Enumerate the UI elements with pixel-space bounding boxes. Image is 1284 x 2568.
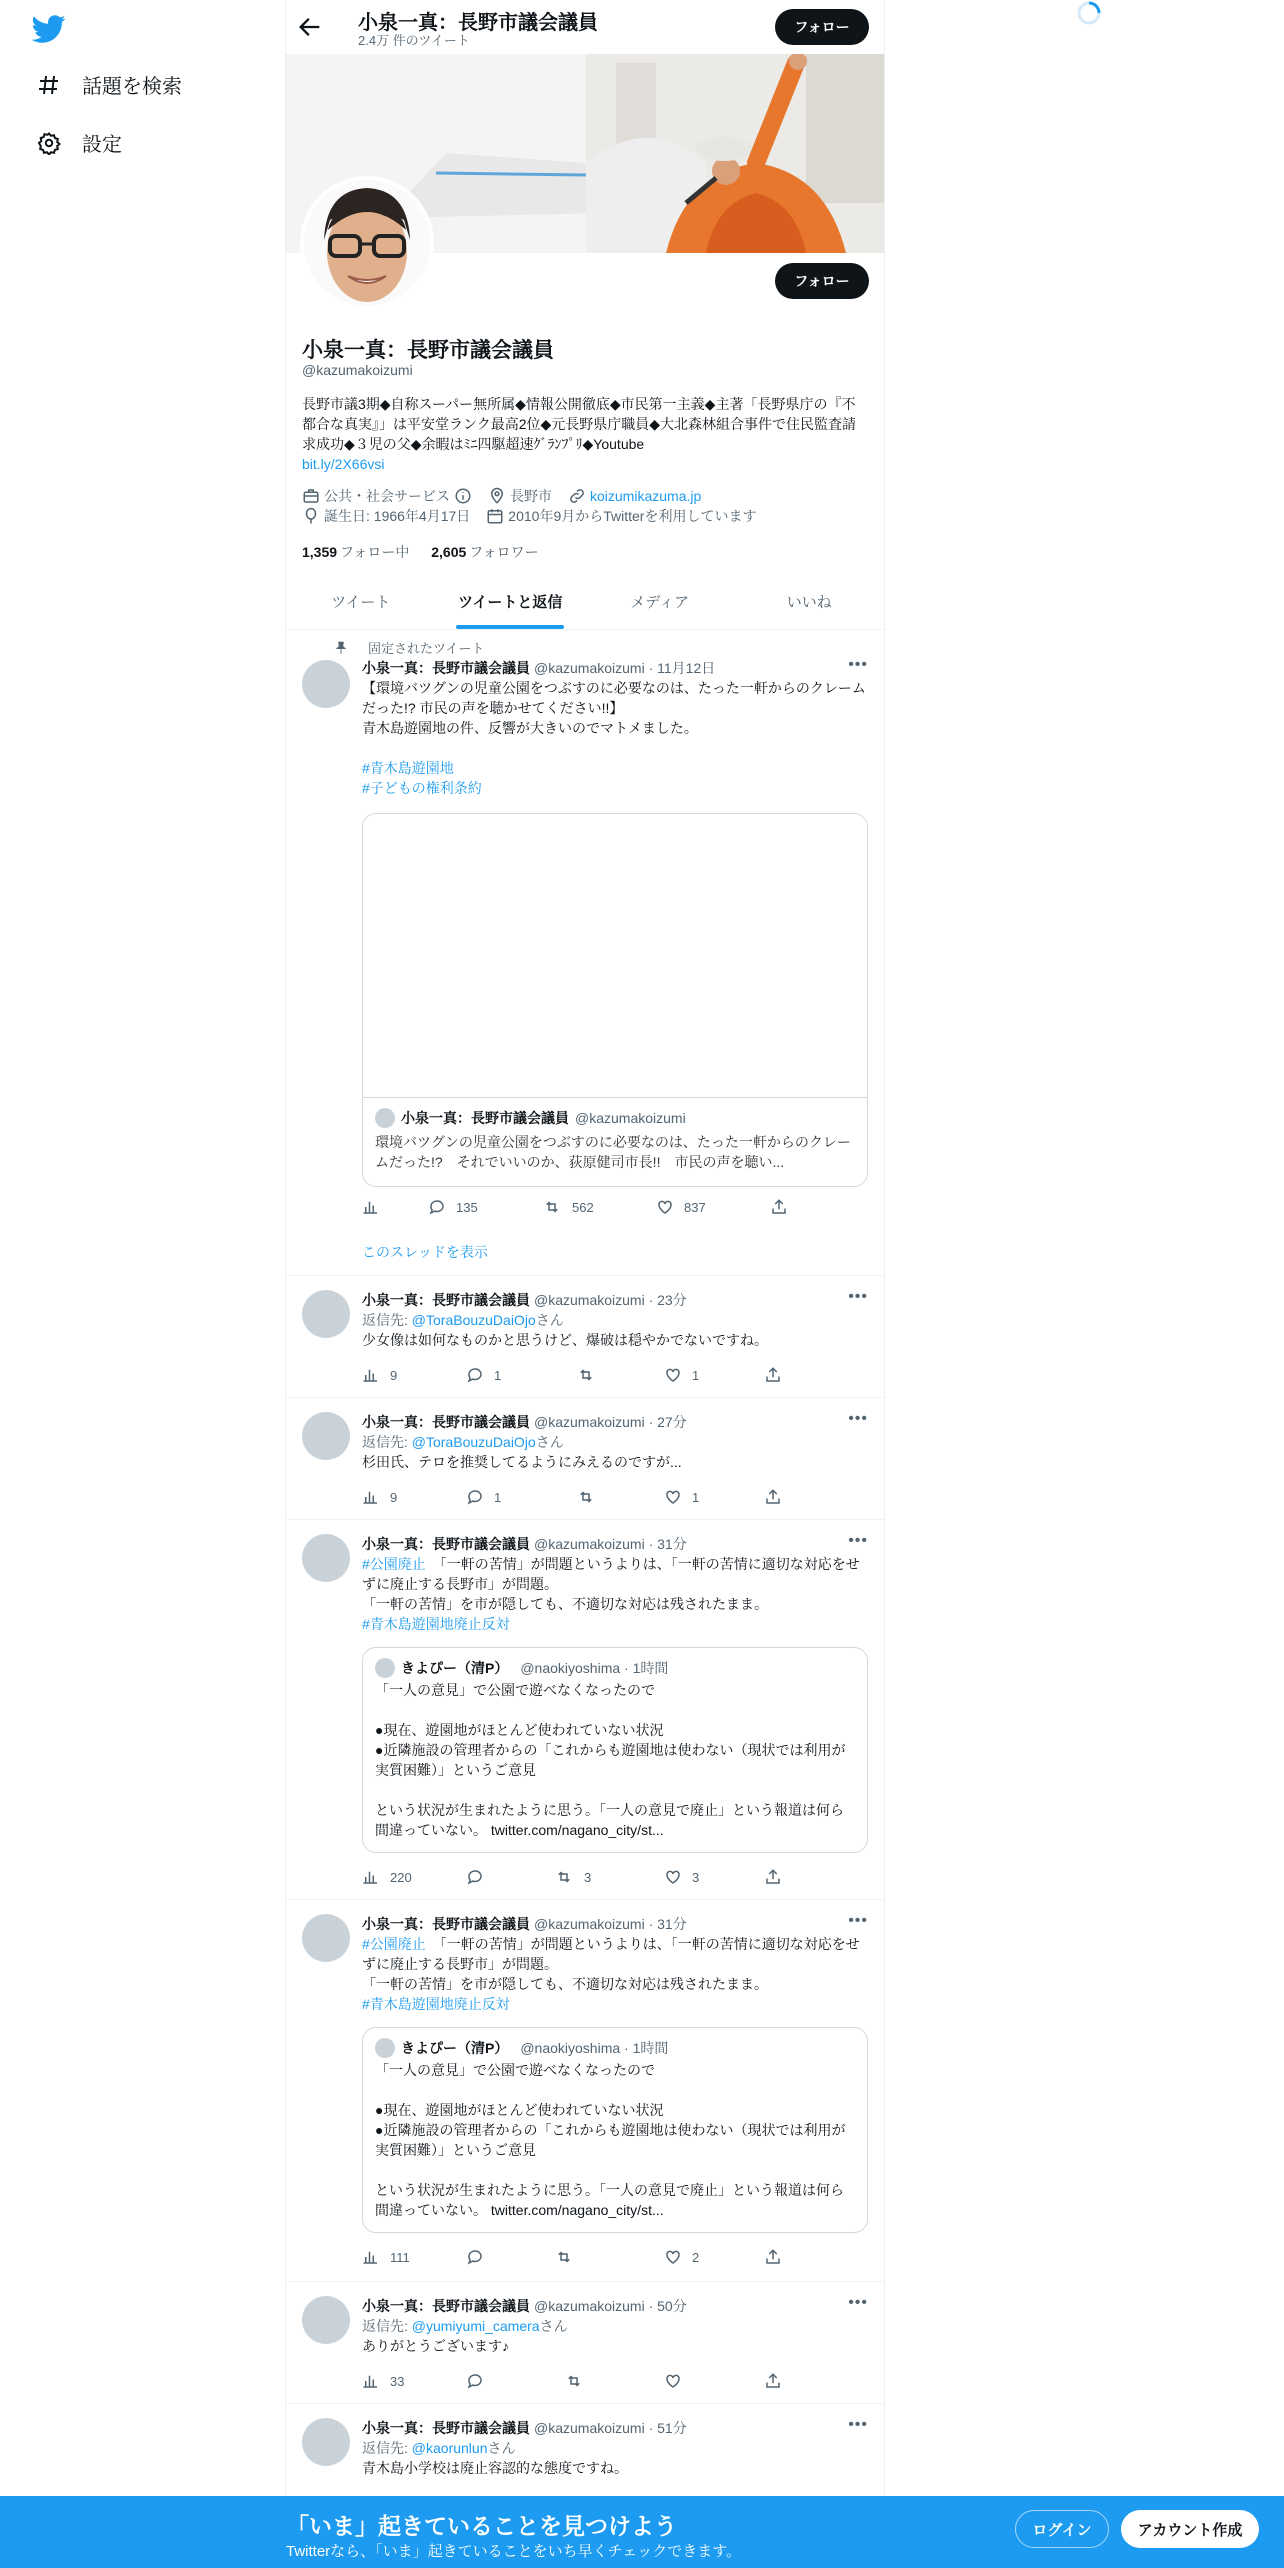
location-pin-icon bbox=[488, 487, 506, 505]
signup-banner-title: 「いま」起きていることを見つけよう bbox=[286, 2513, 677, 2539]
profile-joined bbox=[486, 506, 756, 526]
author-name[interactable]: 小泉一真：長野市議会議員 bbox=[362, 2420, 530, 2436]
following-label: フォロー中 bbox=[340, 544, 410, 560]
quote-text: ●近隣施設の管理者からの「これからも遊園地は使わない（現状では利用が実質困難）」というご意見 bbox=[375, 1742, 846, 1778]
retweet-action[interactable] bbox=[542, 1198, 656, 1216]
gear-icon bbox=[36, 130, 62, 156]
share-action[interactable] bbox=[764, 2372, 782, 2390]
analytics-icon bbox=[362, 1488, 380, 1506]
profile-category-label: 公共・社会サービス bbox=[324, 488, 450, 504]
followers-count: 2,605 bbox=[431, 544, 467, 560]
quote-author: きよぴー（清P） bbox=[401, 1660, 509, 1676]
retweet-count: 3 bbox=[584, 1869, 592, 1885]
balloon-icon bbox=[302, 507, 320, 525]
profile-location bbox=[488, 486, 552, 506]
tweet-reply[interactable] bbox=[286, 1398, 884, 1520]
quote-text: 「一人の意見」で公園で遊べなくなったので bbox=[375, 2062, 655, 2078]
reply-to-link[interactable]: @ToraBouzuDaiOjo bbox=[411, 1434, 536, 1450]
views-action[interactable] bbox=[362, 2372, 466, 2390]
tab-tweets[interactable]: ツイート bbox=[331, 594, 391, 611]
quote-avatar bbox=[375, 1108, 395, 1128]
reply-count: 1 bbox=[494, 1489, 502, 1505]
tweet-body bbox=[362, 2296, 868, 2356]
tweet-actions bbox=[362, 1198, 802, 1216]
heart-icon bbox=[664, 2248, 682, 2266]
avatar[interactable] bbox=[302, 1914, 350, 1962]
retweet-action[interactable] bbox=[576, 1366, 664, 1384]
like-action[interactable] bbox=[664, 2372, 764, 2390]
avatar[interactable] bbox=[302, 660, 350, 708]
avatar[interactable] bbox=[302, 1534, 350, 1582]
heart-icon bbox=[656, 1198, 674, 1216]
tab-media[interactable]: メディア bbox=[630, 594, 690, 611]
reply-icon bbox=[428, 1198, 446, 1216]
tweet-text: 「一軒の苦情」が問題というよりは、「一軒の苦情に適切な対応をせずに廃止する長野市」が問題。 bbox=[362, 1556, 860, 1592]
signup-button[interactable]: アカウント作成 bbox=[1121, 2510, 1259, 2548]
link-icon bbox=[568, 487, 586, 505]
tweet-reply[interactable] bbox=[286, 1276, 884, 1398]
nav-explore-label: 話題を検索 bbox=[82, 76, 182, 98]
quote-text: ●近隣施設の管理者からの「これからも遊園地は使わない（現状では利用が実質困難）」というご意見 bbox=[375, 2122, 846, 2158]
author-meta[interactable]: @kazumakoizumi · 11月12日 bbox=[534, 660, 716, 676]
share-icon bbox=[764, 1868, 782, 1886]
reply-to-link[interactable]: @ToraBouzuDaiOjo bbox=[411, 1312, 536, 1328]
login-button[interactable]: ログイン bbox=[1015, 2510, 1109, 2548]
retweet-action[interactable] bbox=[554, 2248, 664, 2266]
profile-handle: @kazumakoizumi bbox=[302, 362, 413, 378]
share-icon bbox=[764, 2248, 782, 2266]
author-name[interactable]: 小泉一真：長野市議会議員 bbox=[362, 660, 530, 676]
loading-spinner-icon bbox=[1076, 0, 1102, 26]
reply-action[interactable] bbox=[466, 1366, 576, 1384]
tweet-text: 青木島小学校は廃止容認的な態度ですね。 bbox=[362, 2460, 628, 2476]
retweet-icon bbox=[576, 1366, 596, 1384]
quote-text: 「一人の意見」で公園で遊べなくなったので bbox=[375, 1682, 655, 1698]
more-icon[interactable]: ••• bbox=[848, 1288, 868, 1305]
more-icon[interactable]: ••• bbox=[848, 2294, 868, 2311]
tweet-text: 「一軒の苦情」が問題というよりは、「一軒の苦情に適切な対応をせずに廃止する長野市」が問題。 bbox=[362, 1936, 860, 1972]
tweet-body bbox=[362, 1534, 868, 1634]
reply-action[interactable] bbox=[466, 1868, 554, 1886]
author-meta[interactable]: @kazumakoizumi · 31分 bbox=[534, 1916, 687, 1932]
quote-card[interactable] bbox=[362, 1647, 868, 1853]
avatar[interactable] bbox=[302, 1290, 350, 1338]
twitter-logo-icon[interactable] bbox=[32, 12, 66, 46]
views-action[interactable] bbox=[362, 1868, 466, 1886]
tweet-text: 少女像は如何なものかと思うけど、爆破は穏やかでないですね。 bbox=[362, 1332, 768, 1348]
like-action[interactable] bbox=[656, 1198, 770, 1216]
reply-count: 135 bbox=[456, 1199, 478, 1215]
tweet-reply[interactable] bbox=[286, 2282, 884, 2404]
reply-icon bbox=[466, 2372, 484, 2390]
analytics-icon bbox=[362, 2248, 380, 2266]
tweet-pinned[interactable] bbox=[286, 630, 884, 1276]
reply-count: 1 bbox=[494, 1367, 502, 1383]
author-meta[interactable]: @kazumakoizumi · 50分 bbox=[534, 2298, 687, 2314]
nav-explore[interactable] bbox=[36, 70, 182, 99]
tweet-text: 「一軒の苦情」を市が隠しても、不適切な対応は残されたまま。 bbox=[362, 1976, 768, 1992]
profile-bio-link[interactable]: bit.ly/2X66vsi bbox=[302, 456, 385, 472]
view-count: 9 bbox=[390, 1367, 398, 1383]
reply-icon bbox=[466, 1488, 484, 1506]
like-count: 2 bbox=[692, 2249, 700, 2265]
quote-text: ●現在、遊園地がほとんど使われていない状況 bbox=[375, 1722, 664, 1738]
profile-website-link[interactable]: koizumikazuma.jp bbox=[590, 488, 702, 504]
heart-icon bbox=[664, 1366, 682, 1384]
author-name[interactable]: 小泉一真：長野市議会議員 bbox=[362, 1414, 530, 1430]
profile-location-label: 長野市 bbox=[510, 488, 552, 504]
quote-meta: @naokiyoshima · 1時間 bbox=[520, 2040, 669, 2056]
profile-bio: 長野市議3期◆自称スーパー無所属◆情報公開徹底◆市民第一主義◆主著「長野県庁の『不都合な真実』」は平安堂ランク最高2位◆元長野県庁職員◆大北森林組合事件で住民監査請求成功◆３児の父◆余暇はﾐﾆ四駆超速ｸﾞﾗﾝﾌﾟﾘ◆Youtube bbox=[302, 396, 857, 452]
pinned-label: 固定されたツイート bbox=[368, 641, 485, 656]
quote-text: という状況が生まれたように思う。「一人の意見で廃止」という報道は何ら間違っていない。 twitter.com/nagano_city/st... bbox=[375, 2182, 844, 2218]
share-icon bbox=[764, 2372, 782, 2390]
like-action[interactable] bbox=[664, 1868, 764, 1886]
profile-follow-counts bbox=[302, 542, 539, 562]
tweet-body bbox=[362, 1290, 868, 1350]
header-tweet-count: 2.4万 件のツイート bbox=[358, 33, 470, 48]
profile-follow-button[interactable]: フォロー bbox=[775, 263, 869, 299]
author-name[interactable]: 小泉一真：長野市議会議員 bbox=[362, 2298, 530, 2314]
author-name[interactable]: 小泉一真：長野市議会議員 bbox=[362, 1916, 530, 1932]
like-action[interactable] bbox=[664, 1488, 764, 1506]
views-action[interactable] bbox=[362, 2248, 466, 2266]
reply-action[interactable] bbox=[428, 1198, 542, 1216]
more-icon[interactable]: ••• bbox=[848, 656, 868, 673]
author-name[interactable]: 小泉一真：長野市議会議員 bbox=[362, 1292, 530, 1308]
tweet-quote[interactable] bbox=[286, 1520, 884, 1900]
quote-meta: @naokiyoshima · 1時間 bbox=[520, 1660, 669, 1676]
nav-settings[interactable] bbox=[36, 128, 122, 157]
following-link[interactable] bbox=[302, 544, 409, 560]
tweet-text: 杉田氏、テロを推奨してるようにみえるのですが... bbox=[362, 1454, 682, 1470]
reply-action[interactable] bbox=[466, 2248, 554, 2266]
quote-avatar bbox=[375, 1658, 395, 1678]
retweet-action[interactable] bbox=[576, 1488, 664, 1506]
analytics-icon bbox=[362, 1366, 380, 1384]
share-icon bbox=[764, 1366, 782, 1384]
like-count: 837 bbox=[684, 1199, 706, 1215]
retweet-icon bbox=[564, 2372, 584, 2390]
profile-header-bar bbox=[286, 0, 884, 54]
hashtag-icon bbox=[36, 72, 62, 98]
profile-meta-row-1 bbox=[302, 486, 711, 506]
like-action[interactable] bbox=[664, 2248, 764, 2266]
like-count: 1 bbox=[692, 1367, 700, 1383]
reply-icon bbox=[466, 1868, 484, 1886]
tweet-body bbox=[362, 658, 868, 798]
share-action[interactable] bbox=[764, 1868, 782, 1886]
hashtag-link[interactable]: #青木島遊園地廃止反対 bbox=[362, 1616, 510, 1632]
more-icon[interactable]: ••• bbox=[848, 1912, 868, 1929]
tweet-text: ありがとうございます♪ bbox=[362, 2338, 509, 2354]
profile-joined-label: 2010年9月からTwitterを利用しています bbox=[508, 508, 757, 524]
retweet-icon bbox=[554, 2248, 574, 2266]
tweet-actions bbox=[362, 2248, 802, 2266]
avatar[interactable] bbox=[302, 2418, 350, 2466]
calendar-icon bbox=[486, 507, 504, 525]
quote-media bbox=[363, 814, 867, 1098]
reply-icon bbox=[466, 2248, 484, 2266]
tweet-text: 青木島遊園地の件、反響が大きいのでマトメました。 bbox=[362, 720, 698, 736]
tab-likes[interactable]: いいね bbox=[786, 594, 832, 611]
heart-icon bbox=[664, 1868, 682, 1886]
retweet-count: 562 bbox=[572, 1199, 594, 1215]
share-action[interactable] bbox=[764, 1488, 782, 1506]
analytics-icon bbox=[362, 1868, 380, 1886]
tweet-text: 「一軒の苦情」を市が隠しても、不適切な対応は残されたまま。 bbox=[362, 1596, 768, 1612]
followers-label: フォロワー bbox=[469, 544, 539, 560]
pin-icon bbox=[334, 641, 348, 655]
share-icon bbox=[770, 1198, 788, 1216]
view-count: 9 bbox=[390, 1489, 398, 1505]
tweet-quote[interactable] bbox=[286, 1900, 884, 2282]
author-meta[interactable]: @kazumakoizumi · 31分 bbox=[534, 1536, 687, 1552]
followers-link[interactable] bbox=[431, 544, 538, 560]
profile-avatar[interactable] bbox=[300, 176, 434, 310]
like-count: 3 bbox=[692, 1869, 700, 1885]
view-count: 111 bbox=[390, 2249, 410, 2265]
views-action[interactable] bbox=[362, 1198, 428, 1216]
tweet-text: 【環境バツグンの児童公園をつぶすのに必要なのは、たった一軒からのクレームだった!? 市民の声を聴かせてください!!】 bbox=[362, 680, 866, 716]
heart-icon bbox=[664, 1488, 682, 1506]
quote-avatar bbox=[375, 2038, 395, 2058]
profile-birthday-label: 誕生日: 1966年4月17日 bbox=[324, 508, 471, 524]
hashtag-link[interactable]: #子どもの権利条約 bbox=[362, 780, 482, 796]
hashtag-link[interactable]: #青木島遊園地 bbox=[362, 760, 454, 776]
hashtag-link[interactable]: #公園廃止 bbox=[362, 1556, 426, 1572]
profile-category bbox=[302, 486, 472, 506]
tweet-actions bbox=[362, 1488, 802, 1506]
tweet-body bbox=[362, 1412, 868, 1472]
author-meta[interactable]: @kazumakoizumi · 27分 bbox=[534, 1414, 687, 1430]
share-icon bbox=[764, 1488, 782, 1506]
signup-banner bbox=[0, 2496, 1284, 2568]
tweet-actions bbox=[362, 2372, 802, 2390]
avatar[interactable] bbox=[302, 2296, 350, 2344]
tweet-actions bbox=[362, 1868, 802, 1886]
like-action[interactable] bbox=[664, 1366, 764, 1384]
heart-icon bbox=[664, 2372, 682, 2390]
show-thread-link[interactable]: このスレッドを表示 bbox=[362, 1244, 488, 1260]
header-name: 小泉一真：長野市議会議員 bbox=[358, 12, 598, 34]
quote-author: 小泉一真：長野市議会議員 bbox=[401, 1110, 569, 1126]
tab-tweets-and-replies[interactable]: ツイートと返信 bbox=[436, 578, 586, 629]
tweet-actions bbox=[362, 1366, 802, 1384]
more-icon[interactable]: ••• bbox=[848, 1532, 868, 1549]
info-icon[interactable] bbox=[454, 487, 472, 505]
quote-card[interactable] bbox=[362, 2027, 868, 2233]
quote-text: 環境バツグンの児童公園をつぶすのに必要なのは、たった一軒からのクレームだった!? それでいいのか、荻原健司市長!! 市民の声を聴い... bbox=[375, 1134, 851, 1170]
tweet-body bbox=[362, 1914, 868, 2014]
views-action[interactable] bbox=[362, 1366, 466, 1384]
back-arrow-icon[interactable] bbox=[296, 13, 324, 41]
share-action[interactable] bbox=[770, 1198, 788, 1216]
analytics-icon bbox=[362, 1198, 380, 1216]
tweet-reply[interactable] bbox=[286, 2404, 884, 2504]
profile-tabs bbox=[286, 578, 884, 630]
share-action[interactable] bbox=[764, 2248, 782, 2266]
profile-birthday bbox=[302, 506, 470, 526]
profile-website[interactable] bbox=[568, 487, 701, 505]
more-icon[interactable]: ••• bbox=[848, 1410, 868, 1427]
quote-text: ●現在、遊園地がほとんど使われていない状況 bbox=[375, 2102, 664, 2118]
analytics-icon bbox=[362, 2372, 380, 2390]
views-action[interactable] bbox=[362, 1488, 466, 1506]
like-count: 1 bbox=[692, 1489, 700, 1505]
quote-content bbox=[363, 1098, 867, 1182]
view-count: 33 bbox=[390, 2373, 405, 2389]
reply-action[interactable] bbox=[466, 1488, 576, 1506]
header-follow-button[interactable]: フォロー bbox=[775, 9, 869, 45]
reply-context: 返信先: @kaorunlunさん bbox=[362, 2440, 516, 2456]
reply-action[interactable] bbox=[466, 2372, 564, 2390]
pinned-indicator bbox=[334, 638, 484, 657]
main-column bbox=[285, 0, 885, 2568]
share-action[interactable] bbox=[764, 1366, 782, 1384]
following-count: 1,359 bbox=[302, 544, 338, 560]
nav-settings-label: 設定 bbox=[82, 134, 122, 156]
author-meta[interactable]: @kazumakoizumi · 51分 bbox=[534, 2420, 687, 2436]
briefcase-icon bbox=[302, 487, 320, 505]
retweet-icon bbox=[542, 1198, 562, 1216]
avatar-photo-icon bbox=[304, 180, 430, 306]
quote-card[interactable] bbox=[362, 813, 868, 1187]
retweet-action[interactable] bbox=[554, 1868, 664, 1886]
tweet-body bbox=[362, 2418, 868, 2478]
retweet-icon bbox=[576, 1488, 596, 1506]
reply-context: 返信先: @ToraBouzuDaiOjoさん bbox=[362, 1312, 564, 1328]
reply-context: 返信先: @yumiyumi_cameraさん bbox=[362, 2318, 568, 2334]
signup-banner-subtitle: Twitterなら、「いま」起きていることをいち早くチェックできます。 bbox=[286, 2543, 742, 2560]
reply-to-link[interactable]: @yumiyumi_camera bbox=[411, 2318, 540, 2334]
retweet-icon bbox=[554, 1868, 574, 1886]
view-count: 220 bbox=[390, 1869, 412, 1885]
hashtag-link[interactable]: #公園廃止 bbox=[362, 1936, 426, 1952]
reply-to-link[interactable]: @kaorunlun bbox=[411, 2440, 488, 2456]
quote-author: きよぴー（清P） bbox=[401, 2040, 509, 2056]
profile-name: 小泉一真：長野市議会議員 bbox=[302, 339, 554, 362]
reply-icon bbox=[466, 1366, 484, 1384]
avatar[interactable] bbox=[302, 1412, 350, 1460]
hashtag-link[interactable]: #青木島遊園地廃止反対 bbox=[362, 1996, 510, 2012]
quote-text: という状況が生まれたように思う。「一人の意見で廃止」という報道は何ら間違っていない。 twitter.com/nagano_city/st... bbox=[375, 1802, 844, 1838]
author-name[interactable]: 小泉一真：長野市議会議員 bbox=[362, 1536, 530, 1552]
more-icon[interactable]: ••• bbox=[848, 2416, 868, 2433]
profile-meta-row-2 bbox=[302, 506, 766, 526]
reply-context: 返信先: @ToraBouzuDaiOjoさん bbox=[362, 1434, 564, 1450]
author-meta[interactable]: @kazumakoizumi · 23分 bbox=[534, 1292, 687, 1308]
quote-handle: @kazumakoizumi bbox=[575, 1110, 686, 1126]
retweet-action[interactable] bbox=[564, 2372, 664, 2390]
